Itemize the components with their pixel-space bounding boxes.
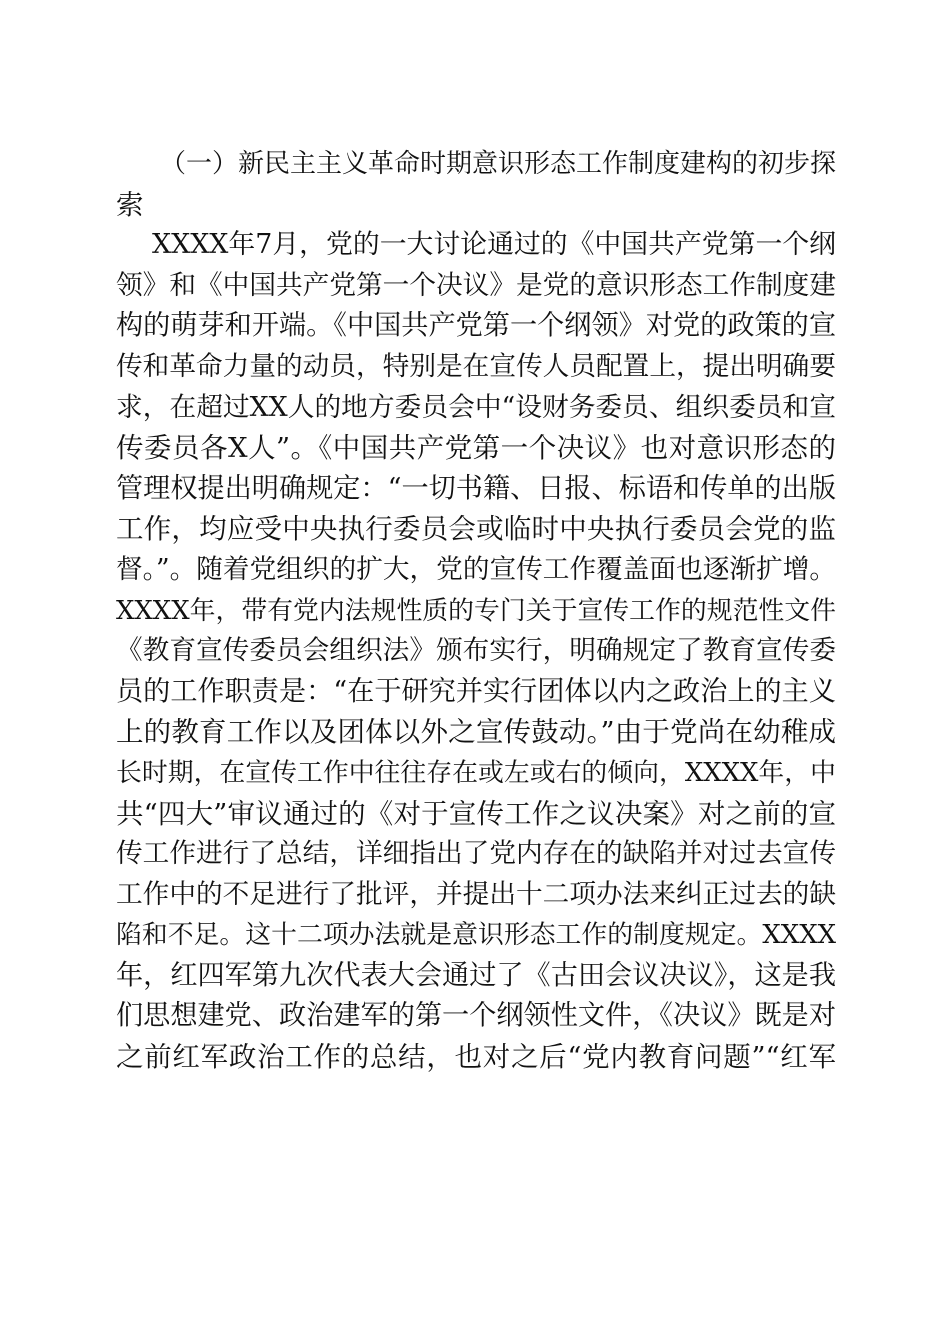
paragraph-line: 上的教育工作以及团体以外之宣传鼓动。”由于党尚在幼稚成 [116,716,836,749]
paragraph-line: 长时期，在宣传工作中往往存在或左或右的倾向，XXXX年，中 [116,757,836,788]
paragraph-line: 构的萌芽和开端。《中国共产党第一个纲领》对党的政策的宣 [116,310,836,342]
paragraph-line: 领》和《中国共产党第一个决议》是党的意识形态工作制度建 [116,269,836,301]
paragraph-line: 传工作进行了总结，详细指出了党内存在的缺陷并对过去宣传 [116,838,836,870]
paragraph-line: 年，红四军第九次代表大会通过了《古田会议决议》，这是我 [116,959,836,991]
paragraph-line: 员的工作职责是：“在于研究并实行团体以内之政治上的主义 [116,675,836,707]
paragraph-line: 管理权提出明确规定：“一切书籍、日报、标语和传单的出版 [116,472,836,504]
paragraph-line: 传和革命力量的动员，特别是在宣传人员配置上，提出明确要 [116,350,836,382]
paragraph-line: 《教育宣传委员会组织法》颁布实行，明确规定了教育宣传委 [116,635,836,667]
paragraph-line: 陷和不足。这十二项办法就是意识形态工作的制度规定。XXXX [116,920,836,951]
section-heading-line-1: （一）新民主主义革命时期意识形态工作制度建构的初步探 [160,149,837,179]
paragraph-line: 传委员各X人”。《中国共产党第一个决议》也对意识形态的 [116,432,836,465]
paragraph-line: 工作中的不足进行了批评，并提出十二项办法来纠正过去的缺 [116,878,836,910]
paragraph-line: XXXX年7月，党的一大讨论通过的《中国共产党第一个纲 [152,229,836,261]
paragraph-line: 之前红军政治工作的总结，也对之后“党内教育问题”“红军 [116,1041,836,1074]
paragraph-line: 们思想建党、政治建军的第一个纲领性文件，《决议》既是对 [116,1000,836,1032]
paragraph-line: 工作，均应受中央执行委员会或临时中央执行委员会党的监 [116,513,836,546]
paragraph-line: 共“四大”审议通过的《对于宣传工作之议决案》对之前的宣 [116,797,836,830]
paragraph-line: 求，在超过XX人的地方委员会中“设财务委员、组织委员和宣 [116,391,836,423]
section-heading-line-2: 索 [116,188,144,221]
paragraph-line: 督。”。随着党组织的扩大，党的宣传工作覆盖面也逐渐扩增。 [116,553,836,585]
document-body [116,146,836,1080]
paragraph-line: XXXX年，带有党内法规性质的专门关于宣传工作的规范性文件 [116,595,836,626]
